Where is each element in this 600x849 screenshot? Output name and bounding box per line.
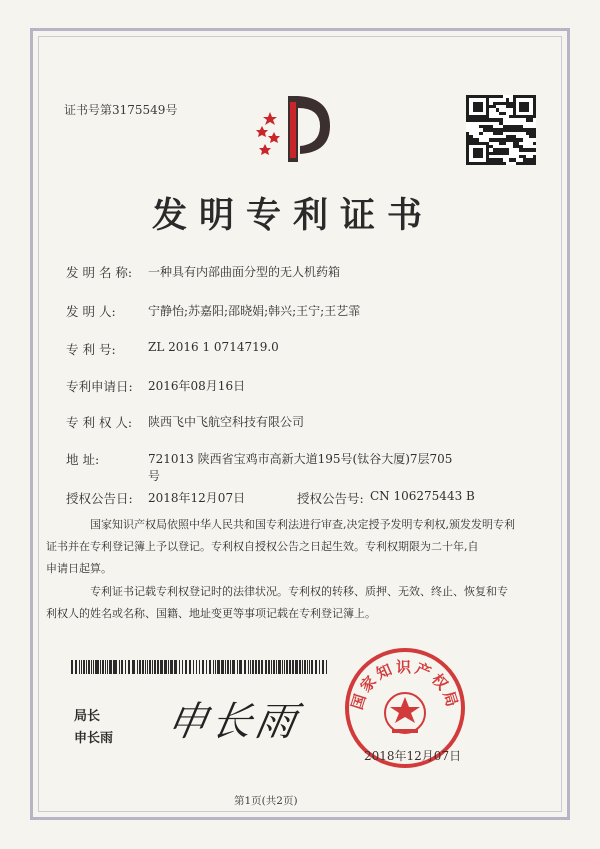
body-line: 证书并在专利登记簿上予以登记。专利权自授权公告之日起生效。专利权期限为二十年,自	[46, 540, 479, 553]
body-line: 专利证书记载专利权登记时的法律状况。专利权的转移、质押、无效、终止、恢复和专	[90, 585, 508, 598]
qr-code	[466, 95, 536, 165]
address-line-2: 号	[148, 469, 161, 483]
filing-date-value: 2016年08月16日	[148, 379, 246, 393]
body-line: 申请日起算。	[46, 562, 112, 575]
body-line: 国家知识产权局依照中华人民共和国专利法进行审查,决定授予发明专利权,颁发发明专利	[90, 518, 515, 531]
page-number: 第1页(共2页)	[234, 795, 298, 807]
address-line-1: 721013 陕西省宝鸡市高新大道195号(钛谷大厦)7层705	[148, 452, 453, 466]
body-line: 利权人的姓名或名称、国籍、地址变更等事项记载在专利登记簿上。	[46, 607, 376, 620]
director-name: 申长雨	[74, 731, 114, 746]
inventor-value: 宁静怡;苏嘉阳;邵晓娟;韩兴;王宁;王艺霏	[148, 304, 361, 318]
invention-name-value: 一种具有内部曲面分型的无人机药箱	[148, 265, 341, 279]
body-paragraph-2	[46, 581, 533, 625]
director-title: 局长	[74, 709, 101, 724]
grant-date-value: 2018年12月07日	[148, 491, 246, 505]
seal-text: 国家知识产权局	[347, 658, 463, 712]
cnipa-logo-icon	[250, 92, 340, 168]
patentee-label: 专 利 权 人:	[66, 415, 133, 430]
handwritten-signature: 申长雨	[163, 699, 304, 745]
certificate-number: 证书号第3175549号	[64, 103, 178, 117]
patent-number-value: ZL 2016 1 0714719.0	[148, 340, 279, 354]
seal-date: 2018年12月07日	[364, 749, 462, 763]
filing-date-label: 专利申请日:	[66, 379, 133, 394]
grant-number-label: 授权公告号:	[297, 491, 364, 506]
grant-date-label: 授权公告日:	[66, 491, 133, 506]
address-label: 地 址:	[66, 452, 100, 467]
barcode	[71, 660, 329, 674]
patentee-value: 陕西飞中飞航空科技有限公司	[148, 415, 305, 429]
invention-name-label: 发 明 名 称:	[66, 265, 133, 280]
inventor-label: 发 明 人:	[66, 304, 116, 319]
body-paragraph-1	[46, 514, 533, 580]
patent-number-label: 专 利 号:	[66, 342, 116, 357]
grant-number-value: CN 106275443 B	[370, 489, 475, 503]
certificate-title: 发明专利证书	[152, 195, 435, 236]
